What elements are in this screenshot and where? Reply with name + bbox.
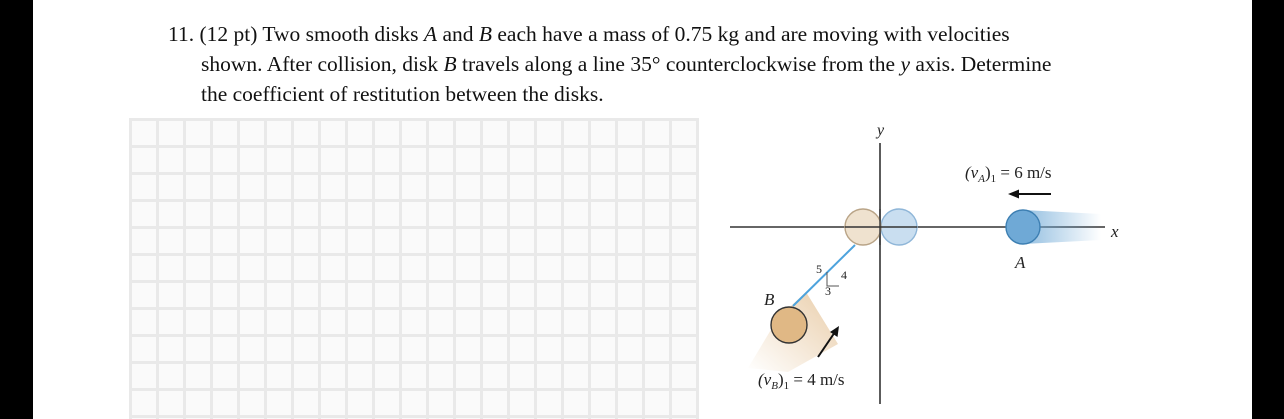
- velocity-a-arrowhead: [1008, 190, 1019, 199]
- problem-line-3: the coefficient of restitution between the disks.: [201, 82, 604, 106]
- slope-hypotenuse-label: 5: [816, 262, 822, 276]
- disk-a-label: A: [1015, 253, 1026, 272]
- y-axis-symbol: y: [900, 52, 910, 76]
- problem-text: Two smooth disks: [257, 22, 424, 46]
- problem-text: and: [437, 22, 479, 46]
- slope-rise-label: 4: [841, 268, 847, 282]
- problem-text: each have a mass of 0.75 kg and are moving with velocities: [492, 22, 1010, 46]
- velocity-a-label: $(v_A)_1 = 6$ m/s: [965, 163, 1052, 185]
- y-axis-label: y: [877, 122, 885, 139]
- disk-b: [771, 307, 807, 343]
- problem-text: axis. Determine: [909, 52, 1052, 76]
- x-axis-label: x: [1111, 222, 1119, 241]
- disk-a-symbol: A: [423, 22, 438, 46]
- disk-b-symbol: B: [478, 22, 492, 46]
- problem-text: shown. After collision, disk: [201, 52, 444, 76]
- problem-text: travels along a line 35° counterclockwise from the: [456, 52, 901, 76]
- collision-diagram: [33, 0, 1252, 419]
- disk-a: [1006, 210, 1040, 244]
- problem-number: 11.: [168, 22, 195, 46]
- velocity-b-label: $(v_B)_1 = 4$ m/s: [758, 370, 845, 392]
- disk-b-label: B: [764, 290, 775, 309]
- disk-b-symbol: B: [443, 52, 457, 76]
- slope-run-label: 3: [825, 284, 831, 298]
- worksheet-page: [33, 0, 1252, 419]
- problem-points: (12 pt): [199, 22, 258, 46]
